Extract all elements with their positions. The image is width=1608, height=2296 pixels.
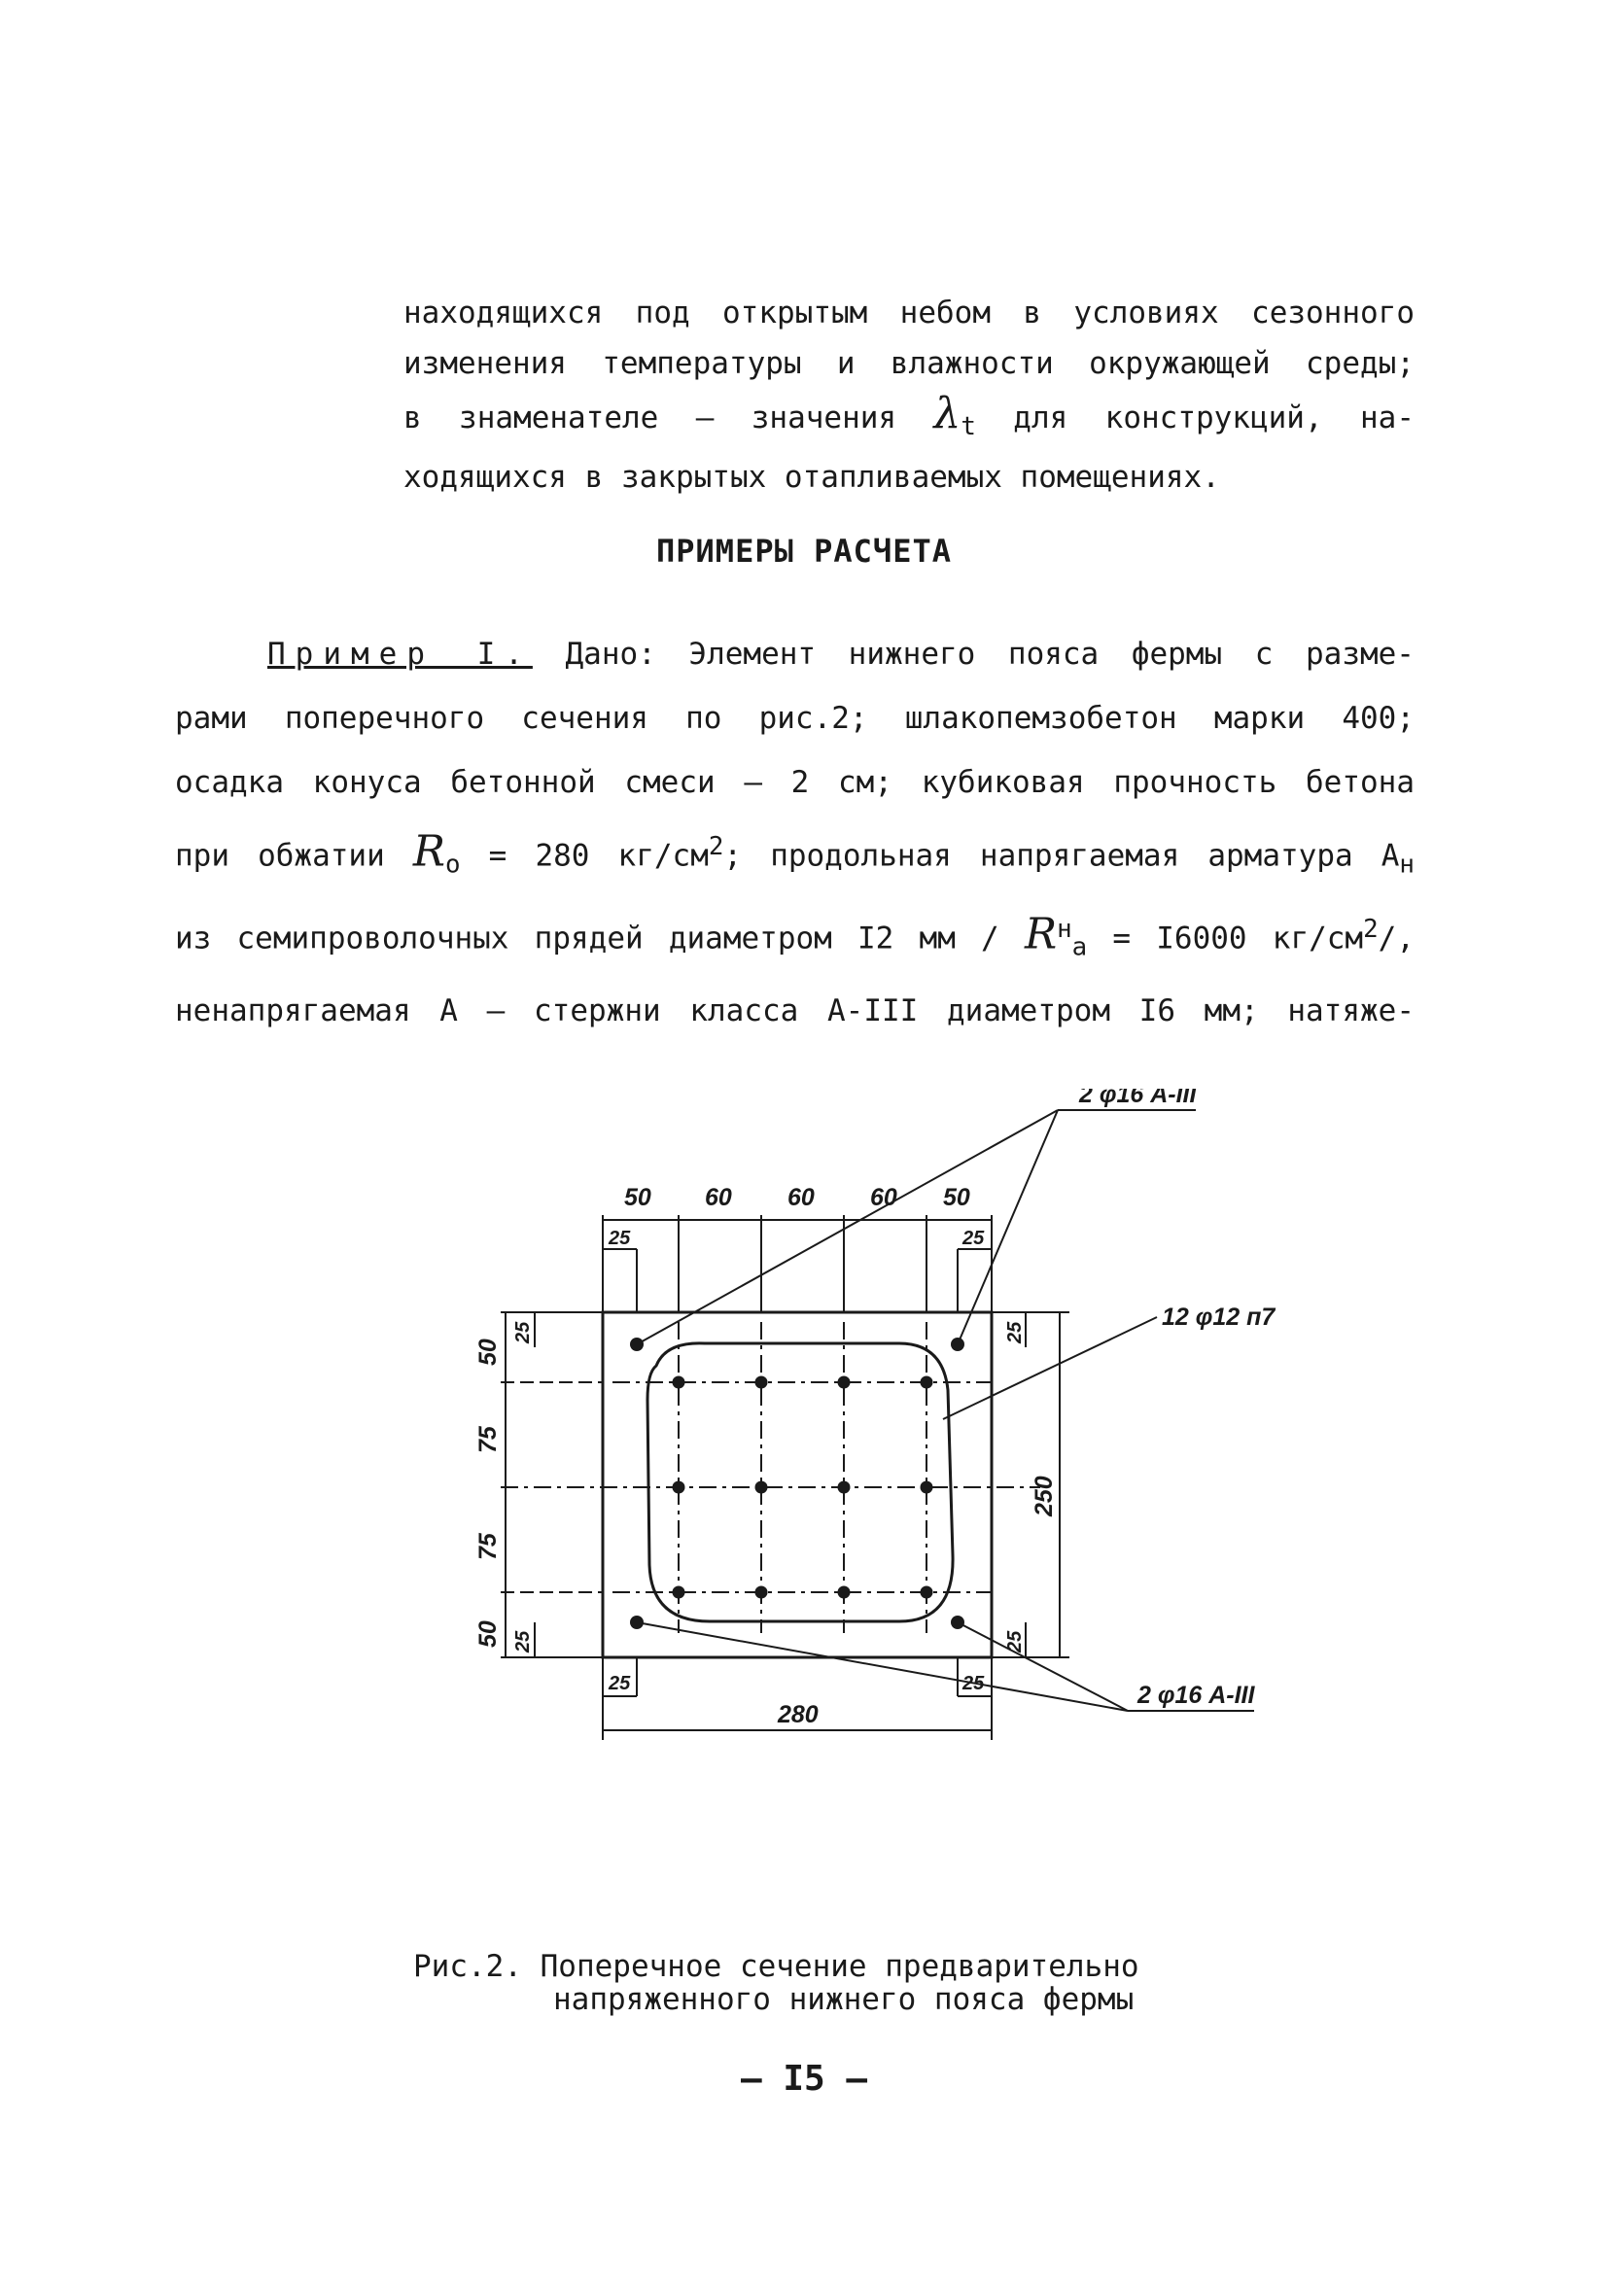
- strand: [755, 1481, 768, 1494]
- intro-line-1: находящихся под открытым небом в условиях сезонного: [403, 296, 1415, 330]
- label-top-bars: 2 φ16 А-III: [1079, 1089, 1197, 1108]
- intro-line-3: [403, 389, 1415, 452]
- strand: [755, 1586, 768, 1599]
- strand: [921, 1586, 933, 1599]
- example-line-5a: из семипроволочных прядей диаметром I2 мм /: [175, 920, 999, 956]
- example-line-1: [175, 622, 1415, 686]
- strand: [673, 1481, 685, 1494]
- top-right-bar: [951, 1338, 964, 1351]
- lambda-symbol: λ: [933, 389, 961, 438]
- dim-bottom-right-cover: 25: [962, 1673, 985, 1694]
- dim-top-1: 50: [624, 1184, 651, 1211]
- example-line-4a: при обжатии: [175, 838, 385, 874]
- dim-left-bottom-cover: 25: [512, 1630, 534, 1652]
- example-line-4c: ; продольная напрягаемая арматура А: [723, 838, 1400, 874]
- r-o-subscript: o: [445, 850, 461, 880]
- intro-line-3a: в знаменателе – значения: [403, 400, 897, 435]
- example-line-4b: = 280 кг/см: [488, 838, 709, 874]
- strand: [673, 1376, 685, 1389]
- caption-line-1: Рис.2. Поперечное сечение предварительно: [413, 1949, 1139, 1984]
- dim-right-bottom-cover: 25: [1004, 1630, 1026, 1652]
- dim-top-3: 60: [787, 1184, 815, 1211]
- dim-left-2: 75: [474, 1426, 502, 1453]
- example-line-6: ненапрягаемая А – стержни класса А-III диаметром I6 мм; натяже-: [175, 993, 1415, 1029]
- dim-left-3: 75: [474, 1533, 502, 1560]
- label-bottom-bars: 2 φ16 А-III: [1137, 1682, 1255, 1709]
- example-line-3: осадка конуса бетонной смеси – 2 см; кубиковая прочность бетона: [175, 765, 1415, 800]
- section-outline: [603, 1312, 992, 1657]
- figure-caption: [413, 1950, 1139, 2016]
- lambda-subscript: t: [961, 412, 976, 442]
- strand: [838, 1376, 851, 1389]
- bottom-left-bar: [630, 1616, 644, 1629]
- a-n-subscript: н: [1399, 850, 1415, 880]
- label-strands: 12 φ12 п7: [1162, 1304, 1276, 1331]
- example-line-5c: /,: [1378, 920, 1415, 956]
- r-o-symbol: R: [412, 826, 445, 877]
- strand-zone-outline: [647, 1343, 953, 1621]
- cross-section-drawing: [457, 1089, 1332, 1847]
- caption-line-2: напряженного нижнего пояса фермы: [553, 1982, 1135, 2017]
- strand: [921, 1481, 933, 1494]
- dim-top-right-cover: 25: [962, 1228, 985, 1249]
- strand: [838, 1586, 851, 1599]
- intro-line-2: изменения температуры и влажности окружающей среды;: [403, 346, 1415, 381]
- intro-line-3b: для конструкций, на-: [1013, 400, 1415, 435]
- section-heading: ПРИМЕРЫ РАСЧЕТА: [656, 533, 952, 570]
- unit-superscript-1: 2: [708, 832, 724, 861]
- dim-width: 280: [778, 1701, 819, 1728]
- r-a-subscript: a: [1071, 932, 1088, 962]
- dim-bottom-left-cover: 25: [609, 1673, 631, 1694]
- dim-top-2: 60: [705, 1184, 732, 1211]
- page-number: – I5 –: [740, 2059, 868, 2099]
- dim-left-1: 50: [474, 1339, 502, 1366]
- strand: [838, 1481, 851, 1494]
- bottom-right-bar: [951, 1616, 964, 1629]
- cross-section-figure: [457, 1089, 1332, 1847]
- dim-top-4: 60: [870, 1184, 897, 1211]
- example-line-5b: = I6000 кг/см: [1112, 920, 1364, 956]
- intro-line-4: ходящихся в закрытых отапливаемых помещениях.: [403, 460, 1220, 496]
- strand: [755, 1376, 768, 1389]
- strand: [673, 1586, 685, 1599]
- dim-top-left-cover: 25: [609, 1228, 631, 1249]
- dim-height: 250: [1031, 1476, 1058, 1516]
- dim-top-5: 50: [943, 1184, 970, 1211]
- strand: [921, 1376, 933, 1389]
- dim-left-top-cover: 25: [512, 1321, 534, 1343]
- example-paragraph: [175, 622, 1415, 1043]
- r-a-superscript: н: [1057, 914, 1072, 944]
- dim-left-4: 50: [474, 1620, 502, 1648]
- r-a-symbol: R: [1024, 908, 1058, 958]
- intro-paragraph: [403, 288, 1415, 503]
- example-label: Пример I.: [267, 637, 533, 672]
- example-line-2: рами поперечного сечения по рис.2; шлакопемзобетон марки 400;: [175, 701, 1415, 736]
- unit-superscript-2: 2: [1363, 914, 1379, 944]
- dim-right-top-cover: 25: [1004, 1321, 1026, 1343]
- top-left-bar: [630, 1338, 644, 1351]
- example-line-5: [175, 897, 1415, 980]
- example-line-4: [175, 815, 1415, 897]
- example-line-1-rest: Дано: Элемент нижнего пояса фермы с разме-: [532, 637, 1415, 672]
